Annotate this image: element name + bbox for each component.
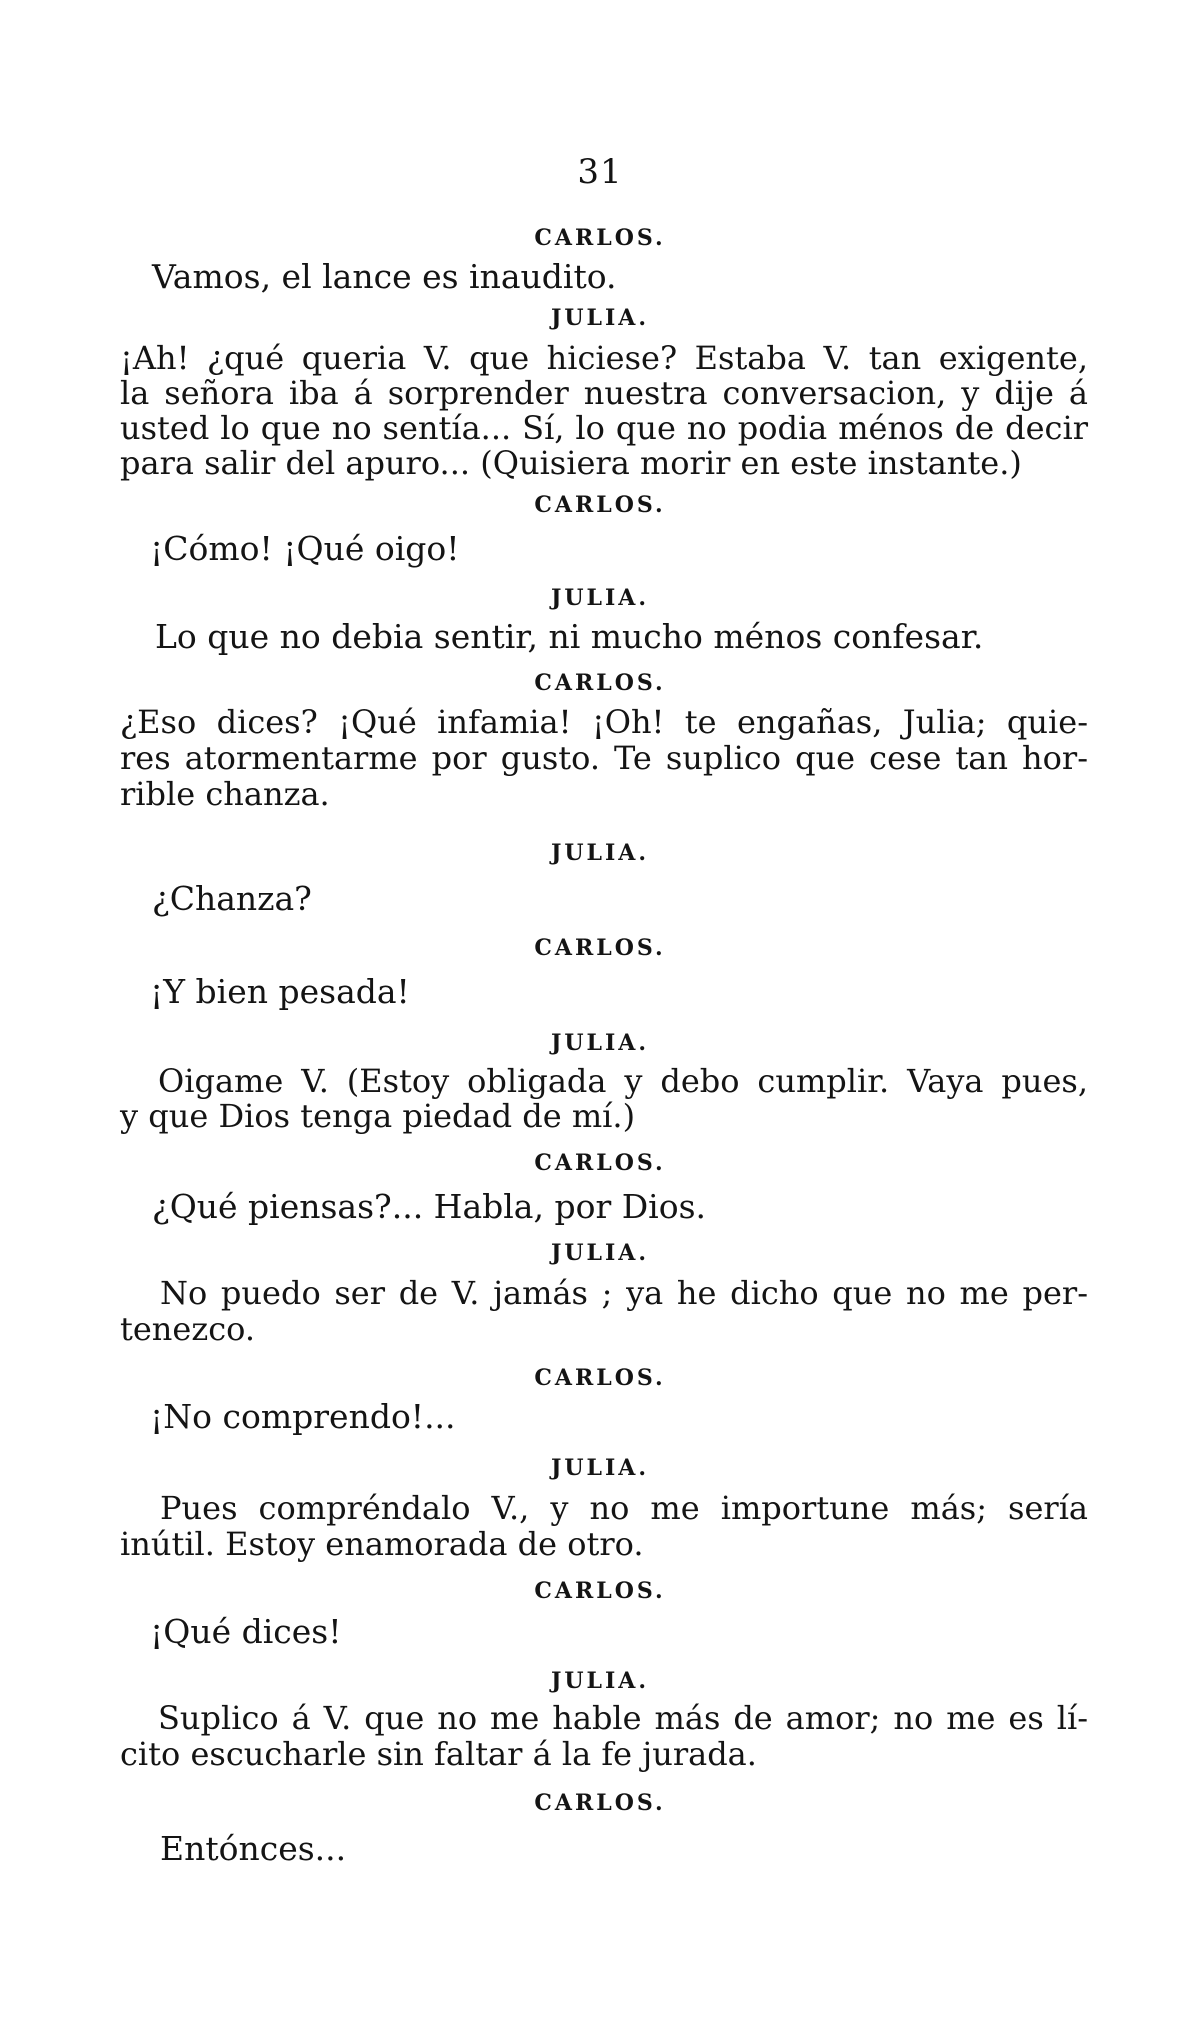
dialogue-line: ¡Qué dices! [150,1612,342,1651]
speaker-name: CARLOS. [534,1790,666,1816]
speaker-name: JULIA. [550,1455,650,1481]
speaker-name: CARLOS. [534,225,666,251]
speaker-name: JULIA. [550,840,650,866]
dialogue-line: Lo que no debia sentir, ni mucho ménos confesar. [155,617,984,656]
dialogue-line: para salir del apuro... (Quisiera morir en este instante.) [120,444,1022,482]
page-number: 31 [577,152,623,192]
speaker-name: CARLOS. [534,1150,666,1176]
dialogue-line: ¿Qué piensas?... Habla, por Dios. [152,1187,707,1226]
dialogue-line: Vamos, el lance es inaudito. [152,257,617,296]
dialogue-line: Entónces... [160,1829,347,1868]
speaker-name: CARLOS. [534,670,666,696]
speaker-name: CARLOS. [534,492,666,518]
dialogue-line: Suplico á V. que no me hable más de amor; no me es lí- [158,1699,1088,1737]
dialogue-line: ¡Ah! ¿qué queria V. que hiciese? Estaba V. tan exigente, [120,339,1088,377]
dialogue-line: usted lo que no sentía... Sí, lo que no podia ménos de decir [120,409,1088,447]
dialogue-line: Oigame V. (Estoy obligada y debo cumplir. Vaya pues, [158,1062,1088,1100]
dialogue-line: ¡Cómo! ¡Qué oigo! [150,529,460,568]
dialogue-line: cito escucharle sin faltar á la fe jurada. [120,1735,757,1773]
dialogue-line: ¡Y bien pesada! [150,972,410,1011]
speaker-name: CARLOS. [534,935,666,961]
dialogue-line: ¿Chanza? [152,879,312,918]
dialogue-line: la señora iba á sorprender nuestra conversacion, y dije á [120,374,1088,412]
dialogue-line: inútil. Estoy enamorada de otro. [120,1525,644,1563]
speaker-name: CARLOS. [534,1578,666,1604]
speaker-name: JULIA. [550,1240,650,1266]
speaker-name: JULIA. [550,585,650,611]
speaker-name: JULIA. [550,1030,650,1056]
dialogue-line: No puedo ser de V. jamás ; ya he dicho que no me per- [160,1274,1088,1312]
speaker-name: JULIA. [550,305,650,331]
dialogue-line: Pues compréndalo V., y no me importune más; sería [160,1489,1088,1527]
dialogue-line: rible chanza. [120,775,330,813]
speaker-name: CARLOS. [534,1365,666,1391]
dialogue-line: ¿Eso dices? ¡Qué infamia! ¡Oh! te engañas, Julia; quie- [120,703,1088,741]
speaker-name: JULIA. [550,1668,650,1694]
dialogue-line: tenezco. [120,1310,255,1348]
dialogue-line: y que Dios tenga piedad de mí.) [120,1097,636,1135]
dialogue-line: ¡No comprendo!... [150,1397,456,1436]
dialogue-line: res atormentarme por gusto. Te suplico que cese tan hor- [120,739,1088,777]
